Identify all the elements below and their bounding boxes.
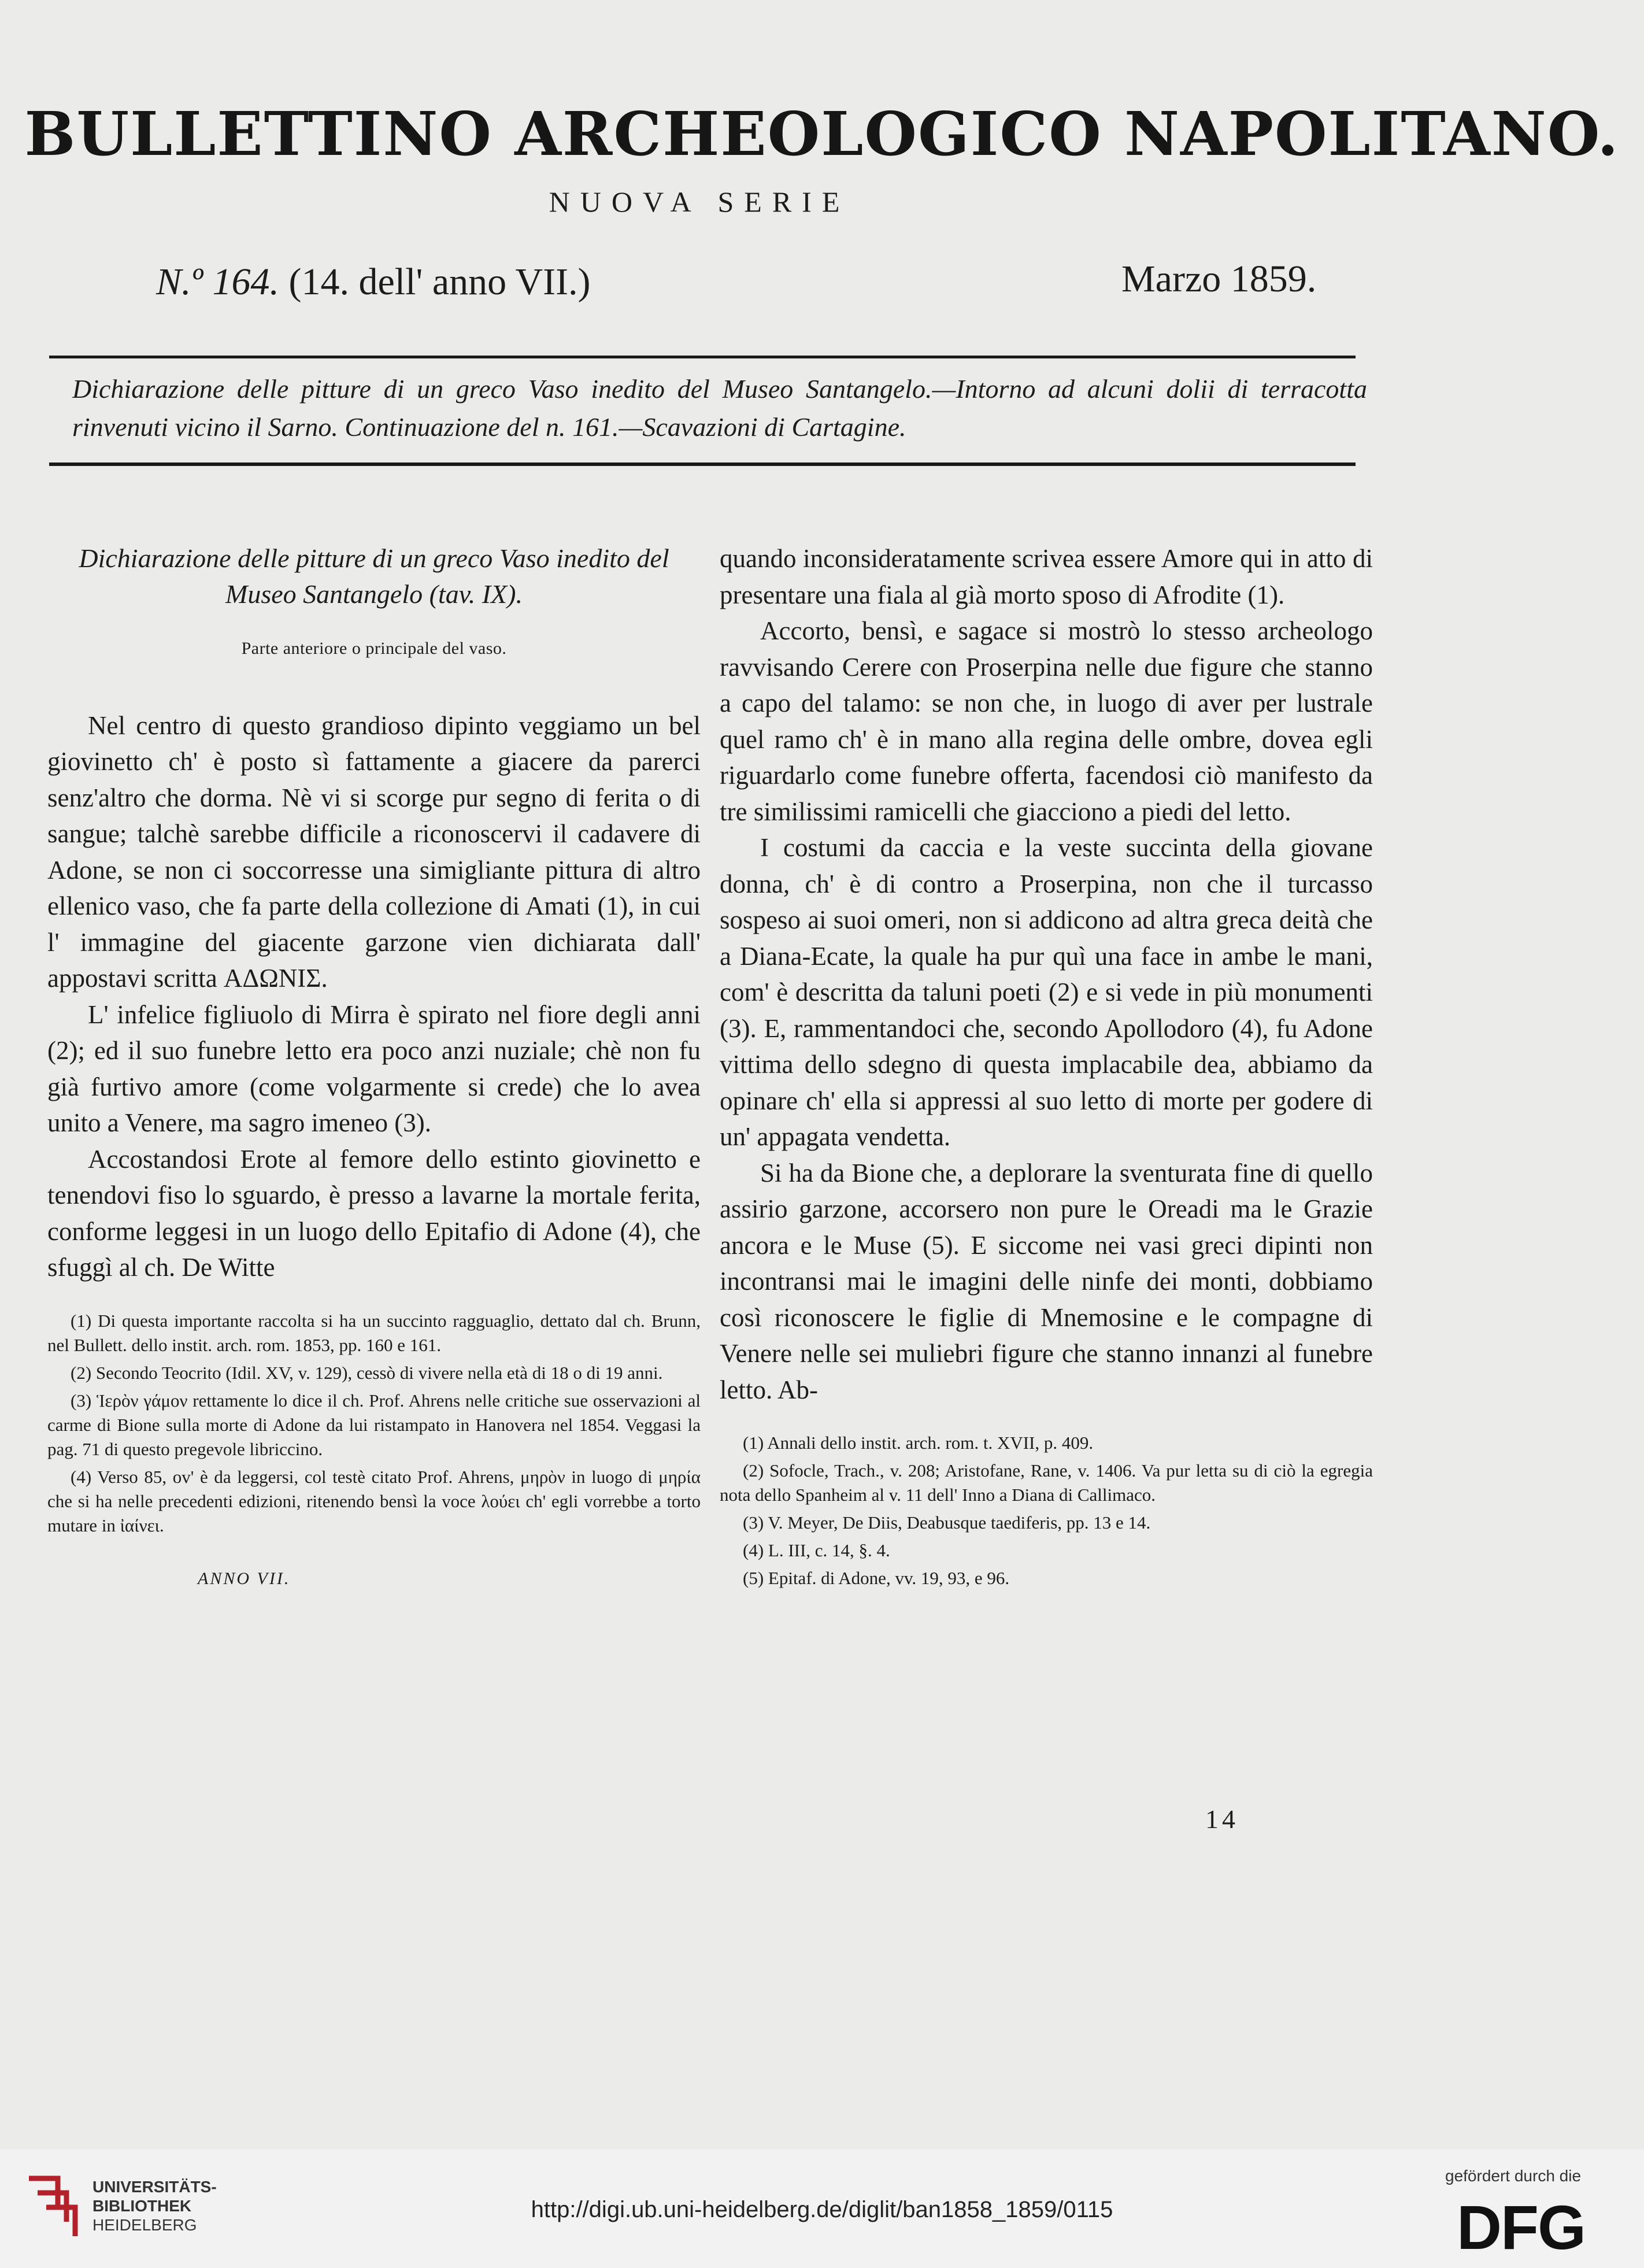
footnote: (2) Sofocle, Trach., v. 208; Aristofane, Rane, v. 1406. Va pur letta su di ciò la egregia nota dello Spanheim al v. 11 dell' Inno a Diana di Callimaco. [720, 1460, 1373, 1505]
paragraph: Accostandosi Erote al femore dello estinto giovinetto e tenendovi fiso lo sguardo, è presso a lavarne la mortale ferita, conforme leggesi in un luogo dello Epitafio di Adone (4), che sfuggì al ch. De Witte [47, 1144, 701, 1282]
contents-summary: Dichiarazione delle pitture di un greco Vaso inedito del Museo Santangelo.—Intorno ad alcuni dolii di terracotta rinvenuti vicino il Sarno. Continuazione del n. 161.—Scavazioni di Cartagine. [72, 374, 1367, 442]
issue-number: N.º 164. [156, 261, 279, 303]
paragraph: Nel centro di questo grandioso dipinto veggiamo un bel giovinetto ch' è posto sì fattamente a giacere da parerci senz'altro che dorma. Nè vi si scorge pur segno di ferita o di sangue; talchè sarebbe difficile a riconoscervi il cadavere di Adone, se non ci soccorresse una simigliante pittura di altro ellenico vaso, che fa parte della collezione di Amati (1), in cui l' immagine del giacente garzone vien dichiarata dall' appostavi scritta ΑΔΩΝΙΣ. [47, 711, 701, 993]
article-subheading: Parte anteriore o principale del vaso. [241, 639, 507, 658]
library-name[interactable]: UNIVERSITÄTS- BIBLIOTHEK HEIDELBERG [92, 2178, 217, 2234]
paragraph: I costumi da caccia e la veste succinta della giovane donna, ch' è di contro a Proserpina, non che il turcasso sospeso ai suoi omeri, non si addicono ad altra greca deità che a Diana-Ecate, la quale ha pur quì una face in ambe le mani, com' è descritta da taluni poeti (2) e si vede in più monumenti (3). E, rammentandoci che, secondo Apollodoro (4), fu Adone vittima dello sdegno di questa implacabile dea, abbiamo da opinare ch' ella si appressi al suo letto di morte per godere di un' appagata vendetta. [720, 833, 1373, 1151]
signature-mark: ANNO VII. [198, 1568, 291, 1588]
paragraph: quando inconsideratamente scrivea essere Amore qui in atto di presentare una fiala al già morto sposo di Afrodite (1). [720, 544, 1373, 609]
funding-label: gefördert durch die [1445, 2167, 1582, 2185]
footnote: (4) Verso 85, ov' è da leggersi, col testè citato Prof. Ahrens, μηρὸν in luogo di μηρία che si ha nelle precedenti edizioni, ritenendo bensì la voce λούει ch' egli vorrebbe a torto mutare in ἰαίνει. [47, 1466, 701, 1536]
footer-bar [0, 2149, 1644, 2268]
left-column [47, 541, 701, 1597]
right-column [720, 541, 1373, 1594]
page-number: 14 [1205, 1804, 1239, 1834]
footnote: (3) Ἱερὸν γάμον rettamente lo dice il ch. Prof. Ahrens nelle critiche sue osservazioni al carme di Bione sulla morte di Adone da lui ristampato in Hanovera nel 1854. Veggasi la pag. 71 di questo pregevole libriccino. [47, 1390, 701, 1459]
footnote: (5) Epitaf. di Adone, vv. 19, 93, e 96. [743, 1568, 1010, 1588]
paragraph: Si ha da Bione che, a deplorare la sventurata fine di quello assirio garzone, accorsero non pure le Oreadi ma le Grazie ancora e le Muse (5). E siccome nei vasi greci dipinti non incontransi mai le imagini delle ninfe dei monti, dobbiamo così riconoscere le figlie di Mnemosine e le compagne di Venere nelle sei muliebri figure che stanno innanzi al funebre letto. Ab- [720, 1158, 1373, 1404]
journal-series: NUOVA SERIE [549, 186, 850, 218]
dfg-logo[interactable]: DFG [1457, 2192, 1585, 2262]
footnote: (1) Di questa importante raccolta si ha un succinto ragguaglio, dettato dal ch. Brunn, nel Bullett. dello instit. arch. rom. 1853, pp. 160 e 161. [47, 1310, 701, 1355]
top-rule [49, 356, 1356, 358]
paragraph: L' infelice figliuolo di Mirra è spirato nel fiore degli anni (2); ed il suo funebre letto era poco anzi nuziale; chè non fu già furtivo amore (come volgarmente si crede) che lo avea unito a Venere, ma sagro imeneo (3). [47, 1000, 701, 1137]
issue-year: (14. dell' anno VII.) [288, 261, 591, 303]
footnotes-right [720, 1431, 1373, 1590]
paragraph: Accorto, bensì, e sagace si mostrò lo stesso archeologo ravvisando Cerere con Proserpina nelle due figure che stanno a capo del talamo: se non che, in luogo di aver per lustrale quel ramo ch' è in mano alla regina delle ombre, dovea egli riguardarlo come funebre offerta, facendosi ciò manifesto da tre similissimi ramicelli che giacciono a piedi del letto. [720, 616, 1373, 826]
issue-date: Marzo 1859. [1121, 258, 1317, 300]
footnote: (2) Secondo Teocrito (Idil. XV, v. 129), cessò di vivere nella età di 18 o di 19 anni. [71, 1362, 663, 1383]
footnote: (4) L. III, c. 14, §. 4. [743, 1540, 890, 1560]
source-url-link[interactable]: http://digi.ub.uni-heidelberg.de/diglit/ban1858_1859/0115 [531, 2197, 1113, 2222]
article-heading: Dichiarazione delle pitture di un greco Vaso inedito del Museo Santangelo (tav. IX). [79, 543, 669, 609]
footnote: (3) V. Meyer, De Diis, Deabusque taediferis, pp. 13 e 14. [743, 1512, 1151, 1533]
bottom-rule [49, 463, 1356, 466]
journal-title: BULLETTINO ARCHEOLOGICO NAPOLITANO. [24, 98, 1620, 169]
issue-info [156, 260, 591, 304]
footnote: (1) Annali dello instit. arch. rom. t. XVII, p. 409. [743, 1433, 1094, 1453]
footnotes-left [47, 1309, 701, 1538]
